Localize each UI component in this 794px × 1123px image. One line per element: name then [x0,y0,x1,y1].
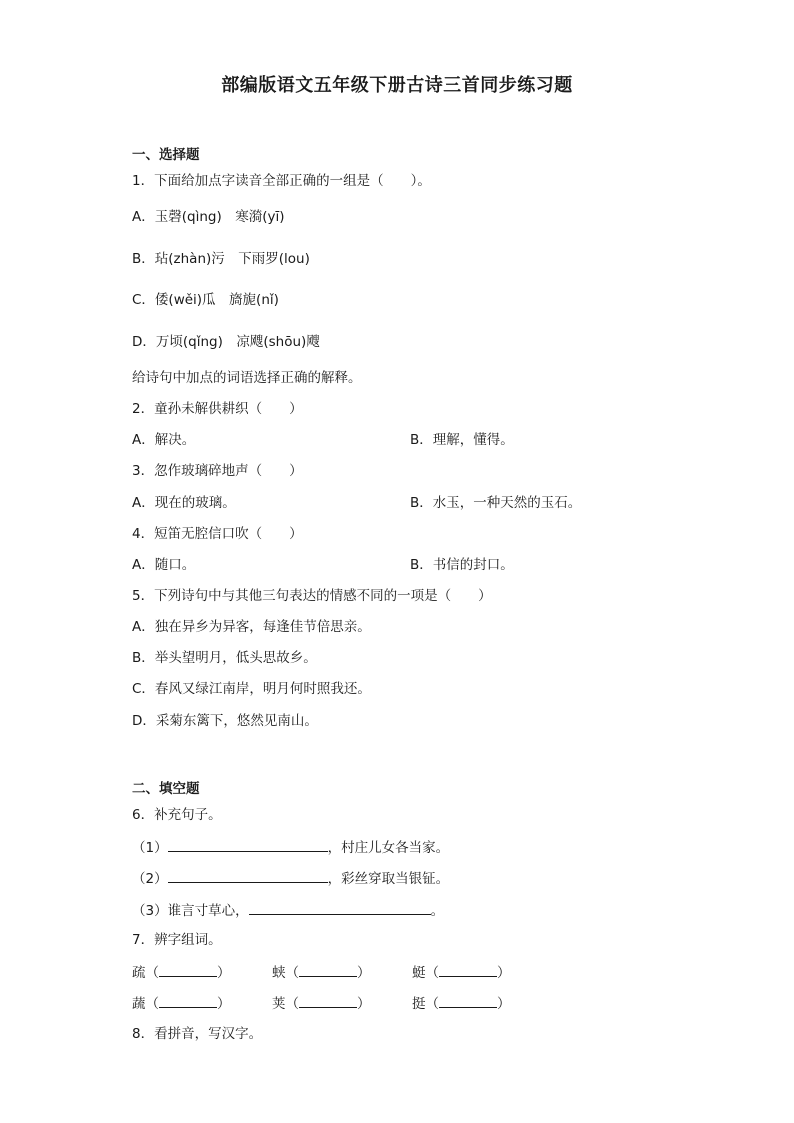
question-5-stem: 5．下列诗句中与其他三句表达的情感不同的一项是（ ） [132,588,492,604]
question-6-item-2 [132,868,449,888]
question-3-stem: 3．忽作玻璃碎地声（ ） [132,463,303,479]
char: 蜓 [412,965,426,981]
question-5-option-d: D．采菊东篱下，悠然见南山。 [132,713,318,729]
question-6-item-3 [132,900,444,920]
question-7-stem: 7．辨字组词。 [132,932,222,948]
question-1-option-b: B．玷(zhàn)污 下雨罗(lou) [132,251,310,267]
question-1-option-c: C．倭(wěi)瓜 旖旎(nǐ) [132,292,279,308]
instruction-text: 给诗句中加点的词语选择正确的解释。 [132,370,362,386]
question-2-option-a: A．解决。 [132,432,196,448]
question-5-option-a: A．独在异乡为异客，每逢佳节倍思亲。 [132,619,371,635]
word-group-item [272,962,371,982]
paren-open: （ [425,996,439,1012]
char: 挺 [412,996,426,1012]
word-group-item [412,962,511,982]
char: 蔬 [132,996,146,1012]
paren-open: （ [145,996,159,1012]
answer-blank[interactable] [439,993,497,1008]
char: 蛱 [272,965,286,981]
page-title: 部编版语文五年级下册古诗三首同步练习题 [221,75,573,96]
item-suffix: ，村庄儿女各当家。 [327,840,450,856]
char: 荚 [272,996,286,1012]
answer-blank[interactable] [299,962,357,977]
word-group-item [272,993,371,1013]
paren-close: ） [357,965,371,981]
word-group-item [412,993,511,1013]
question-3-option-b: B．水玉，一种天然的玉石。 [410,495,582,511]
question-5-option-b: B．举头望明月，低头思故乡。 [132,650,317,666]
word-group-item [132,962,231,982]
question-1-stem: 1．下面给加点字读音全部正确的一组是（ ）。 [132,173,431,189]
char: 疏 [132,965,146,981]
section-heading-fill: 二、填空题 [132,781,200,797]
paren-open: （ [145,965,159,981]
item-suffix: ，彩丝穿取当银钲。 [327,871,450,887]
question-2-stem: 2．童孙未解供耕织（ ） [132,401,303,417]
question-1-option-d: D．万顷(qǐng) 凉飕(shōu)飕 [132,334,320,350]
paren-close: ） [217,965,231,981]
paren-close: ） [497,965,511,981]
answer-blank[interactable] [299,993,357,1008]
question-1-option-a: A．玉磬(qìng) 寒漪(yī) [132,209,285,225]
item-prefix: （1） [132,840,168,856]
paren-close: ） [217,996,231,1012]
paren-close: ） [357,996,371,1012]
answer-blank[interactable] [159,993,217,1008]
question-6-stem: 6．补充句子。 [132,807,222,823]
question-8-stem: 8．看拼音，写汉字。 [132,1026,263,1042]
paren-open: （ [425,965,439,981]
question-6-item-1 [132,837,449,857]
paren-open: （ [285,965,299,981]
question-2-option-b: B．理解，懂得。 [410,432,514,448]
answer-blank[interactable] [439,962,497,977]
answer-blank[interactable] [168,837,328,852]
question-3-option-a: A．现在的玻璃。 [132,495,236,511]
paren-close: ） [497,996,511,1012]
answer-blank[interactable] [159,962,217,977]
word-group-item [132,993,231,1013]
item-prefix: （3）谁言寸草心， [132,903,249,919]
item-prefix: （2） [132,871,168,887]
item-suffix: 。 [430,903,445,919]
question-4-stem: 4．短笛无腔信口吹（ ） [132,526,303,542]
question-4-option-a: A．随口。 [132,557,196,573]
answer-blank[interactable] [168,868,328,883]
section-heading-choice: 一、选择题 [132,147,200,163]
question-4-option-b: B．书信的封口。 [410,557,514,573]
question-5-option-c: C．春风又绿江南岸，明月何时照我还。 [132,681,371,697]
answer-blank[interactable] [249,900,431,915]
paren-open: （ [285,996,299,1012]
